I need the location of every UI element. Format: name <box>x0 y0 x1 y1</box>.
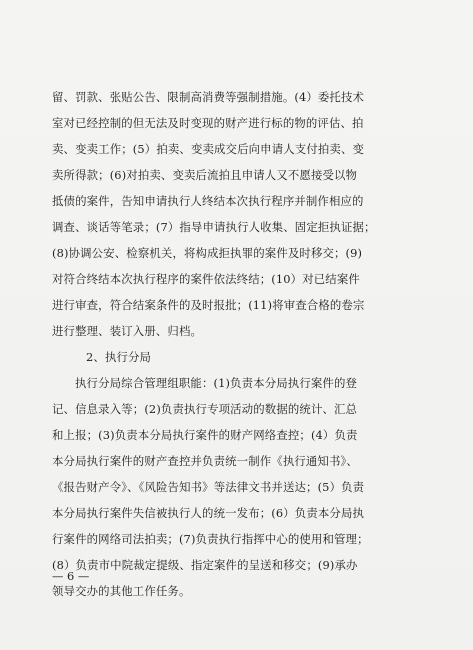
paragraph-line: (8)协调公安、检察机关，将构成拒执罪的案件及时移交；(9) <box>52 246 363 260</box>
paragraph-line: 室对已经控制的但无法及时变现的财产进行标的物的评估、拍 <box>52 116 364 130</box>
paragraph-line: 进行整理、装订入册、归档。 <box>52 324 203 338</box>
paragraph-line: 行案件的网络司法拍卖；(7)负责执行指挥中心的使用和管理； <box>52 532 369 546</box>
paragraph-line: 本分局执行案件失信被执行人的统一发布；(6）负责本分局执 <box>52 506 365 520</box>
paragraph-line: 本分局执行案件的财产查控并负责统一制作《执行通知书》、 <box>52 454 358 468</box>
document-body <box>52 84 424 604</box>
paragraph-line: 卖所得款；(6)对拍卖、变卖后流拍且申请人又不愿接受以物 <box>52 168 358 182</box>
paragraph-line: 卖、变卖工作；(5）拍卖、变卖成交后向申请人支付拍卖、变 <box>52 142 365 156</box>
page-number: — 6 — <box>52 569 90 583</box>
paragraph-line: 记、信息录入等；(2)负责执行专项活动的数据的统计、汇总 <box>52 402 358 416</box>
section-heading: 2、执行分局 <box>86 350 152 364</box>
paragraph-line: 和上报；(3)负责本分局执行案件的财产网络查控；(4）负责 <box>52 428 358 442</box>
paragraph-line: 对符合终结本次执行程序的案件依法终结；(10）对已结案件 <box>52 272 360 286</box>
paragraph-line: 执行分局综合管理组职能：(1)负责本分局执行案件的登 <box>75 376 358 390</box>
paragraph-line: 调查、谈话等笔录；(7）指导申请执行人收集、固定拒执证据； <box>52 220 376 234</box>
paragraph-line: 留、罚款、张贴公告、限制高消费等强制措施。(4）委托技术 <box>52 90 365 104</box>
paragraph-line: 进行审查，符合结案条件的及时报批；(11)将审查合格的卷宗 <box>52 298 365 312</box>
paragraph-line: 《报告财产令》、《风险告知书》等法律文书并送达；(5）负责 <box>52 480 365 494</box>
paragraph-line: 抵债的案件，告知申请执行人终结本次执行程序并制作相应的 <box>52 194 364 208</box>
paragraph-line: (8）负责市中院裁定提级、指定案件的呈送和移交；(9)承办 <box>52 558 358 572</box>
paragraph-line: 领导交办的其他工作任务。 <box>52 584 191 598</box>
